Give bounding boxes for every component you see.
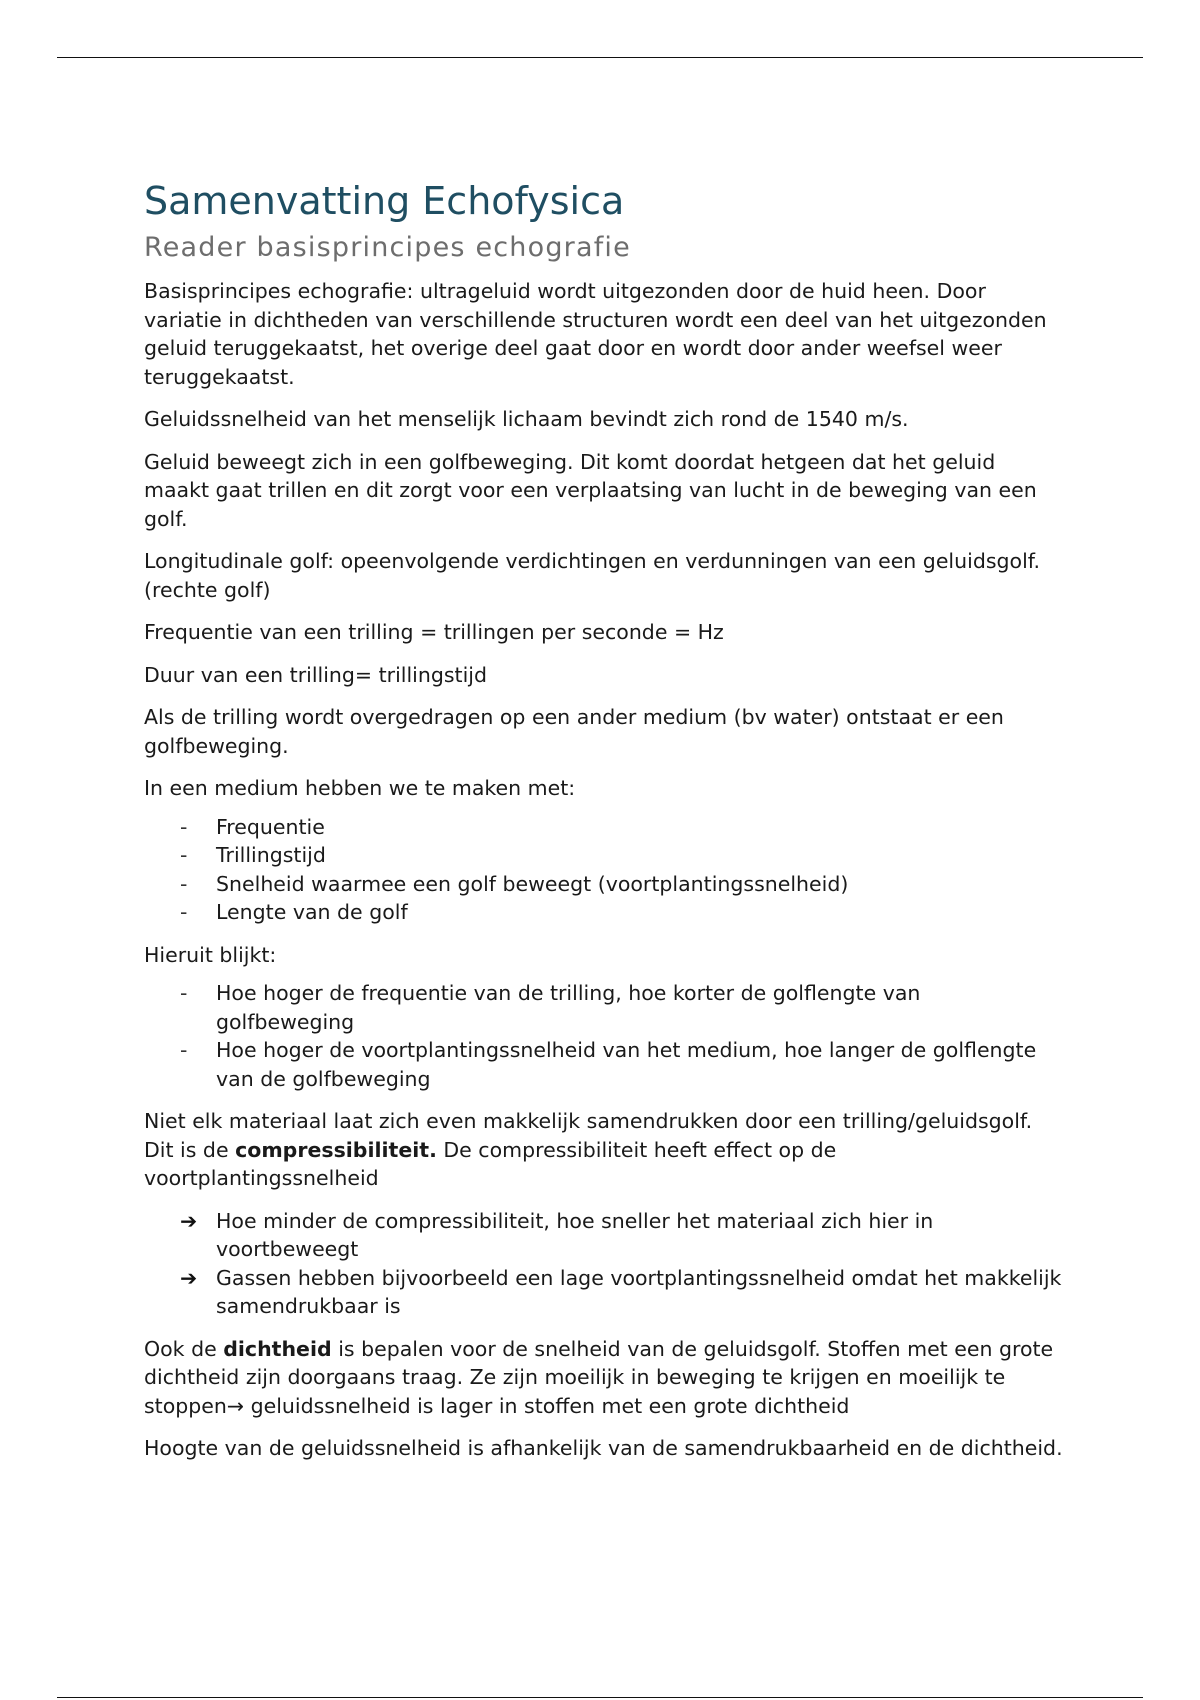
list-item-text: Gassen hebben bijvoorbeeld een lage voortplantingssnelheid omdat het makkelijk samendrukbaar is (216, 1265, 1062, 1318)
list-item-text: Hoe hoger de frequentie van de trilling, hoe korter de golflengte van golfbeweging (216, 981, 921, 1034)
paragraph-golfbeweging: Geluid beweegt zich in een golfbeweging. Dit komt doordat hetgeen dat het geluid maakt gaat trillen en dit zorgt voor een verplaatsing van lucht in de beweging van een golf. (144, 449, 1037, 531)
medium-properties-list (144, 813, 1064, 927)
paragraph-overdracht-medium: Als de trilling wordt overgedragen op een ander medium (bv water) ontstaat er een golfbeweging. (144, 705, 1004, 758)
dash-marker: - (180, 843, 188, 867)
list-item-text: Frequentie (216, 814, 325, 839)
list-item-text: Hoe hoger de voortplantingssnelheid van het medium, hoe langer de golflengte van de golfbeweging (216, 1038, 1037, 1091)
footer-rule (57, 1697, 1143, 1698)
text-run: is bepalen voor de snelheid van de geluidsgolf. Stoffen met een grote dichtheid zijn doorgaans traag. Ze zijn moeilijk in beweging te krijgen en moeilijk te stoppen→ geluidssnelheid is lager in stoffen met een grote dichtheid (144, 1336, 1054, 1418)
list-item (144, 841, 1064, 870)
compressibility-list (144, 1207, 1064, 1321)
list-item (144, 870, 1064, 899)
document-body (144, 175, 1064, 1477)
conclusions-list (144, 979, 1064, 1093)
paragraph-hieruit-blijkt: Hieruit blijkt: (144, 942, 277, 967)
dash-marker: - (180, 900, 188, 924)
list-item (144, 1036, 1064, 1093)
paragraph-frequentie: Frequentie van een trilling = trillingen per seconde = Hz (144, 620, 724, 644)
list-item-text: Hoe minder de compressibiliteit, hoe sneller het materiaal zich hier in voortbeweegt (216, 1208, 934, 1261)
list-item-text: Snelheid waarmee een golf beweegt (voortplantingssnelheid) (216, 871, 849, 896)
text-run: Ook de (144, 1336, 224, 1361)
dash-marker: - (180, 981, 188, 1005)
list-item-text: Lengte van de golf (216, 900, 408, 924)
text-run: Niet elk materiaal laat zich even makkelijk samendrukken door een trilling/geluidsgolf. Dit is de (144, 1109, 1033, 1162)
document-subtitle: Reader basisprincipes echografie (144, 232, 631, 263)
list-item (144, 813, 1064, 842)
dash-marker: - (180, 1038, 188, 1062)
paragraph-basisprincipes: Basisprincipes echografie: ultrageluid wordt uitgezonden door de huid heen. Door variatie in dichtheden van verschillende structuren wordt een deel van het uitgezonden geluid teruggekaatst, het overige deel gaat door en wordt door ander weefsel weer teruggekaatst. (144, 279, 1047, 389)
paragraph-geluidssnelheid: Geluidssnelheid van het menselijk lichaam bevindt zich rond de 1540 m/s. (144, 407, 909, 431)
paragraph-medium-intro: In een medium hebben we te maken met: (144, 776, 576, 800)
bold-term-compressibiliteit: compressibiliteit. (235, 1137, 437, 1162)
list-item (144, 1207, 1064, 1264)
dash-marker: - (180, 871, 188, 896)
arrow-right-icon: ➔ (180, 1208, 198, 1233)
paragraph-longitudinale-golf: Longitudinale golf: opeenvolgende verdichtingen en verdunningen van een geluidsgolf. (rechte golf) (144, 549, 1041, 602)
paragraph-trillingstijd: Duur van een trilling= trillingstijd (144, 662, 487, 687)
text-run: De compressibiliteit heeft effect op de voortplantingssnelheid (144, 1137, 837, 1190)
paragraph-conclusie: Hoogte van de geluidssnelheid is afhankelijk van de samendrukbaarheid en de dichtheid. (144, 1436, 1063, 1460)
paragraph-compressibiliteit (144, 1107, 1064, 1193)
list-item (144, 1264, 1064, 1321)
list-item (144, 898, 1064, 927)
list-item (144, 979, 1064, 1036)
document-title: Samenvatting Echofysica (144, 179, 625, 223)
dash-marker: - (180, 814, 188, 839)
paragraph-dichtheid (144, 1335, 1064, 1421)
header-rule (57, 57, 1143, 58)
bold-term-dichtheid: dichtheid (223, 1336, 332, 1361)
list-item-text: Trillingstijd (216, 843, 326, 867)
arrow-right-icon: ➔ (180, 1265, 198, 1290)
